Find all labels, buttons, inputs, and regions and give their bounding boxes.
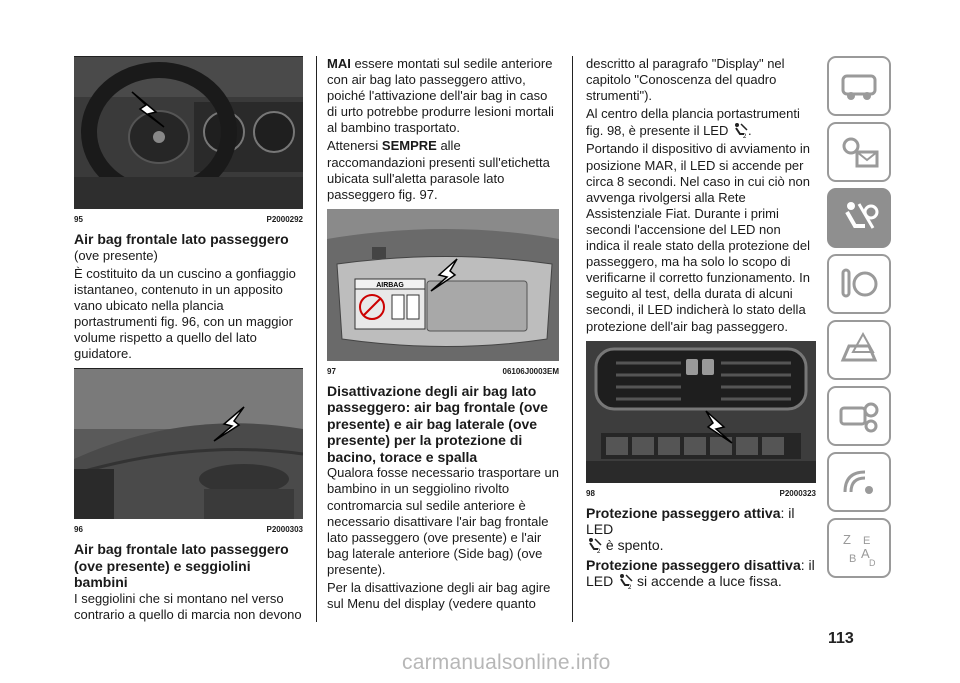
tab-index[interactable] (827, 518, 891, 578)
tab-warning-lights[interactable] (827, 122, 891, 182)
figure-number: 96 (74, 525, 83, 535)
figure-98-caption (586, 489, 816, 498)
figure-95-photo (74, 57, 303, 209)
paragraph: (ove presente) (74, 247, 158, 263)
heading-protezione-disattiva: Protezione passeggero disattiva (586, 556, 801, 573)
tab-emergency[interactable] (827, 320, 891, 380)
passenger-airbag-off-icon (732, 122, 748, 138)
paragraph-text: : il LED (586, 504, 795, 537)
paragraph: È costituito da un cuscino a gonfiaggio istantaneo, contenuto in un apposito vano ubicato nella plancia portastrumenti fig. 96, con un maggior volume rispetto a quello del lato guidatore. (74, 265, 296, 362)
emphasis-sempre: SEMPRE (381, 138, 437, 154)
passenger-airbag-off-icon (586, 537, 602, 553)
paragraph (586, 106, 816, 139)
emphasis-mai: MAI (327, 56, 351, 71)
svg-text:E: E (863, 535, 871, 547)
paragraph-text: alle raccomandazioni presenti sull'etichetta ubicata sull'aletta parasole lato passeggero fig. 97. (327, 138, 550, 202)
paragraph: Portando il dispositivo di avviamento in posizione MAR, il LED si accende per circa 8 secondi. Nel caso in cui ciò non avvenga rivolgersi alla Rete Assistenziale Fiat. Durante i primi secondi l'accensione del LED non indica il reale stato della protezione del passeggero, ma ha solo lo scopo di verificarne il corretto funzionamento. In seguito al test, della durata di alcuni secondi, il LED indicherà lo stato della protezione dell'air bag passeggero. (586, 141, 811, 334)
heading-air-bag-frontale: Air bag frontale lato passeggero (74, 231, 289, 247)
column-2 (327, 56, 559, 614)
heading-seggiolini: Air bag frontale lato passeggero (ove presente) e seggiolini bambini (74, 541, 289, 591)
paragraph-text: essere montati sul sedile anteriore con air bag lato passeggero attivo, poiché l'attivazione dell'air bag in caso di urto potrebbe produrre lesioni mortali al bambino trasportato. (327, 56, 554, 136)
figure-96-caption (74, 525, 303, 534)
paragraph-text: LED (586, 572, 614, 589)
paragraph-text: Attenersi (327, 138, 382, 154)
paragraph-text: . (747, 123, 752, 139)
figure-number: 98 (586, 488, 595, 498)
figure-96-photo (74, 368, 303, 519)
figure-code: P2000292 (266, 215, 303, 224)
warning-lights-icon (837, 132, 881, 172)
paragraph-text: è spento. (602, 536, 664, 553)
svg-text:2: 2 (742, 134, 747, 139)
figure-95-caption (74, 215, 303, 224)
index-icon (837, 528, 881, 568)
paragraph (586, 557, 816, 589)
figure-number: 97 (327, 366, 336, 376)
column-divider (572, 56, 573, 622)
tab-starting-driving[interactable] (827, 254, 891, 314)
passenger-airbag-off-icon (617, 573, 633, 589)
watermark: carmanualsonline.info (402, 651, 611, 674)
paragraph-text: Al centro della plancia portastrumenti fig. 98, è presente il LED (586, 106, 800, 139)
svg-text:Z: Z (843, 532, 851, 547)
figure-code: 06106J0003EM (502, 366, 559, 376)
paragraph (586, 505, 816, 553)
svg-text:B: B (849, 553, 857, 565)
tab-multimedia[interactable] (827, 452, 891, 512)
breakdown-icon (837, 330, 881, 370)
airbag-label: AIRBAG (376, 281, 404, 289)
svg-text:2: 2 (628, 584, 632, 589)
paragraph: I seggiolini che si montano nel verso contrario a quello di marcia non devono (74, 590, 302, 622)
heading-protezione-attiva: Protezione passeggero attiva (586, 504, 781, 521)
figure-97-photo (327, 209, 559, 361)
key-steering-icon (837, 264, 881, 304)
tab-dashboard[interactable] (827, 56, 891, 116)
page-number: 113 (828, 630, 854, 647)
column-1 (74, 56, 303, 625)
paragraph-text: si accende a luce fissa. (633, 572, 782, 589)
tab-safety[interactable] (827, 188, 891, 248)
chapter-tabs (827, 56, 891, 584)
svg-text:2: 2 (597, 548, 601, 553)
figure-number: 95 (74, 215, 83, 224)
svg-text:D: D (869, 558, 876, 568)
car-dashboard-icon (837, 66, 881, 106)
column-3 (586, 56, 816, 591)
maintenance-icon (837, 396, 881, 436)
paragraph: Per la disattivazione degli air bag agire sul Menu del display (vedere quanto (327, 580, 551, 612)
seat-safety-icon (837, 198, 881, 238)
multimedia-icon (837, 462, 881, 502)
figure-98-photo (586, 341, 816, 483)
paragraph: Qualora fosse necessario trasportare un bambino in un seggiolino rivolto contromarcia sul sedile anteriore è necessario disattivare l'air bag frontale lato passeggero (ove presente) e l'air bag laterale anteriore (Side bag) (ove presente). (327, 465, 559, 577)
figure-code: P2000323 (779, 488, 816, 498)
paragraph (327, 138, 559, 202)
heading-disattivazione: Disattivazione degli air bag lato passeggero: air bag frontale (ove presente) e air bag laterale (ove presente) per la protezione di bacino, torace e spalla (327, 382, 548, 465)
figure-code: P2000303 (266, 525, 303, 535)
column-divider (316, 56, 317, 622)
svg-text:A: A (861, 546, 870, 561)
paragraph: descritto al paragrafo "Display" nel capitolo "Conoscenza del quadro strumenti"). (586, 56, 785, 104)
tab-maintenance[interactable] (827, 386, 891, 446)
paragraph (327, 56, 559, 136)
paragraph-text: : il (800, 556, 815, 573)
figure-97-caption (327, 367, 559, 376)
